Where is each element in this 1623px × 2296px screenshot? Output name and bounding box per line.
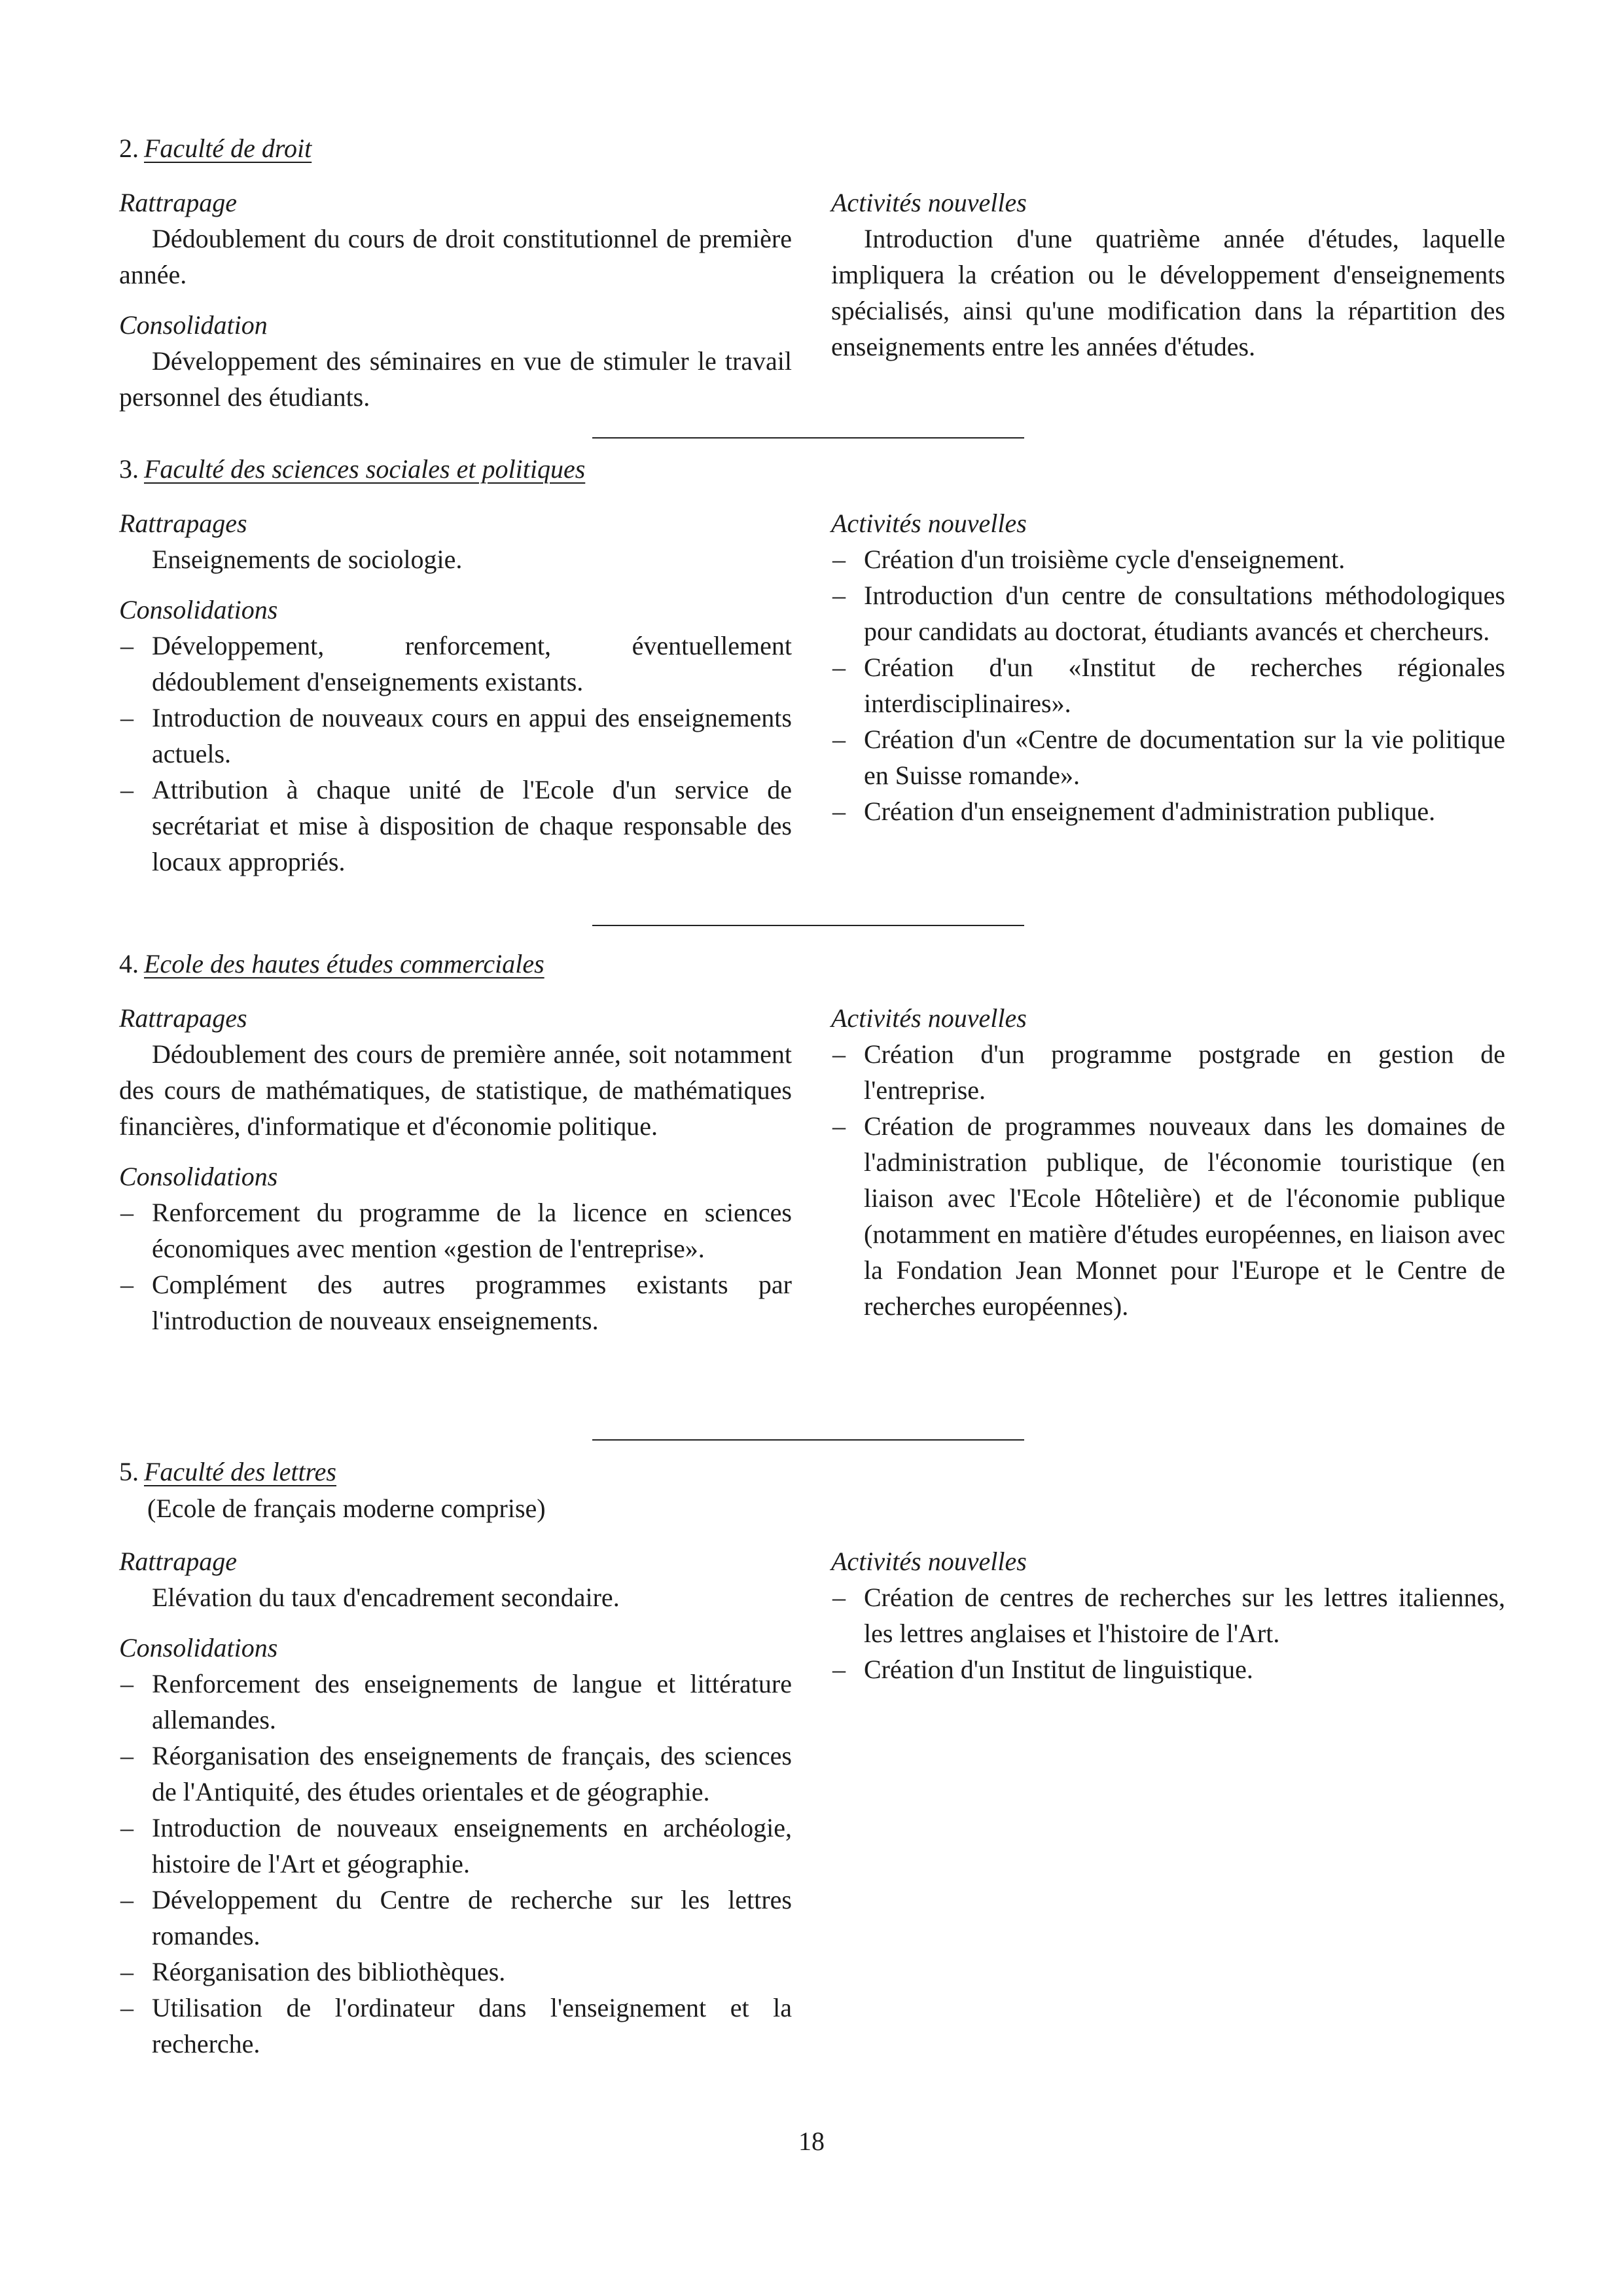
list-item: – Complément des autres programmes existants par l'introduction de nouveaux enseignements. [119, 1266, 792, 1338]
block-label: Consolidations [119, 1162, 278, 1191]
left-column [119, 1543, 792, 2076]
consolidations-block [119, 1158, 792, 1338]
rattrapage-block [119, 1543, 792, 1615]
section-number: 4. [119, 949, 139, 978]
section-number: 3. [119, 454, 139, 484]
block-text: Elévation du taux d'encadrement secondaire. [152, 1583, 620, 1612]
list-item: – Attribution à chaque unité de l'Ecole d'un service de secrétariat et mise à disposition de chaque responsable des locaux appropriés. [119, 772, 792, 880]
list-item: – Création d'un troisième cycle d'enseignement. [831, 541, 1505, 577]
block-label: Rattrapage [119, 1547, 237, 1576]
activites-block [831, 185, 1505, 365]
list-item: – Introduction d'un centre de consultations méthodologiques pour candidats au doctorat, étudiants avancés et chercheurs. [831, 577, 1505, 649]
activites-block [831, 1543, 1505, 1687]
left-column [119, 1000, 792, 1353]
block-text: Développement des séminaires en vue de stimuler le travail personnel des étudiants. [119, 346, 792, 412]
rattrapage-block [119, 185, 792, 293]
section-heading [119, 452, 585, 487]
list-item: – Introduction de nouveaux enseignements en archéologie, histoire de l'Art et géographie. [119, 1810, 792, 1882]
list-item: – Réorganisation des bibliothèques. [119, 1954, 792, 1990]
block-text: Dédoublement du cours de droit constitutionnel de première année. [119, 224, 792, 289]
list-item: – Renforcement du programme de la licence en sciences économiques avec mention «gestion de l'entreprise». [119, 1194, 792, 1266]
item-list [119, 1666, 792, 2062]
item-list [831, 1579, 1505, 1687]
section-number: 2. [119, 134, 139, 163]
section-divider [592, 925, 1024, 926]
list-item: – Création d'un «Centre de documentation sur la vie politique en Suisse romande». [831, 721, 1505, 793]
list-item: – Introduction de nouveaux cours en appui des enseignements actuels. [119, 700, 792, 772]
left-column [119, 185, 792, 429]
item-list [831, 1036, 1505, 1324]
list-item: – Création d'un Institut de linguistique. [831, 1651, 1505, 1687]
block-label: Rattrapages [119, 509, 247, 538]
consolidations-block [119, 1630, 792, 2062]
right-column [831, 185, 1505, 379]
right-column [831, 1543, 1505, 1702]
list-item: – Création de programmes nouveaux dans les domaines de l'administration publique, de l'économie touristique (en liaison avec l'Ecole Hôtelière) et de l'économie publique (notamment en matière d'études européennes, en liaison avec la Fondation Jean Monnet pour l'Europe et le Centre de recherches européennes). [831, 1108, 1505, 1324]
rattrapages-block [119, 505, 792, 577]
block-text: Dédoublement des cours de première année, soit notamment des cours de mathématiques, de statistique, de mathématiques financières, d'informatique et d'économie politique. [119, 1039, 792, 1141]
rattrapages-block [119, 1000, 792, 1144]
right-column [831, 1000, 1505, 1338]
left-column [119, 505, 792, 894]
list-item: – Création d'un programme postgrade en gestion de l'entreprise. [831, 1036, 1505, 1108]
block-text: Introduction d'une quatrième année d'études, laquelle impliquera la création ou le développement d'enseignements spécialisés, ainsi qu'une modification dans la répartition des enseignements entre les années d'études. [831, 224, 1505, 361]
block-label: Activités nouvelles [831, 1003, 1027, 1033]
section-title: Faculté de droit [144, 134, 312, 163]
block-label: Consolidations [119, 595, 278, 624]
block-label: Activités nouvelles [831, 509, 1027, 538]
block-label: Consolidations [119, 1633, 278, 1662]
section-title: Ecole des hautes études commerciales [144, 949, 544, 978]
list-item: – Développement du Centre de recherche sur les lettres romandes. [119, 1882, 792, 1954]
activites-block [831, 1000, 1505, 1324]
block-label: Activités nouvelles [831, 1547, 1027, 1576]
list-item: – Développement, renforcement, éventuellement dédoublement d'enseignements existants. [119, 628, 792, 700]
section-divider [592, 1439, 1024, 1441]
list-item: – Création d'un «Institut de recherches régionales interdisciplinaires». [831, 649, 1505, 721]
section-title: Faculté des sciences sociales et politiques [144, 454, 586, 484]
list-item: – Réorganisation des enseignements de français, des sciences de l'Antiquité, des études orientales et de géographie. [119, 1738, 792, 1810]
list-item: – Création de centres de recherches sur les lettres italiennes, les lettres anglaises et l'histoire de l'Art. [831, 1579, 1505, 1651]
section-number: 5. [119, 1457, 139, 1486]
item-list [831, 541, 1505, 829]
block-label: Rattrapage [119, 188, 237, 217]
section-subtitle: (Ecole de français moderne comprise) [147, 1494, 546, 1523]
section-divider [592, 437, 1024, 439]
block-label: Rattrapages [119, 1003, 247, 1033]
consolidations-block [119, 592, 792, 880]
item-list [119, 1194, 792, 1338]
page-number: 18 [798, 2126, 825, 2156]
list-item: – Création d'un enseignement d'administration publique. [831, 793, 1505, 829]
list-item: – Renforcement des enseignements de langue et littérature allemandes. [119, 1666, 792, 1738]
consolidation-block [119, 307, 792, 415]
activites-block [831, 505, 1505, 829]
section-heading [119, 131, 312, 166]
section-title: Faculté des lettres [144, 1457, 336, 1486]
section-heading [119, 946, 544, 982]
item-list [119, 628, 792, 880]
right-column [831, 505, 1505, 844]
block-text: Enseignements de sociologie. [152, 545, 463, 574]
block-label: Consolidation [119, 310, 268, 340]
section-heading [119, 1454, 336, 1490]
list-item: – Utilisation de l'ordinateur dans l'enseignement et la recherche. [119, 1990, 792, 2062]
block-label: Activités nouvelles [831, 188, 1027, 217]
